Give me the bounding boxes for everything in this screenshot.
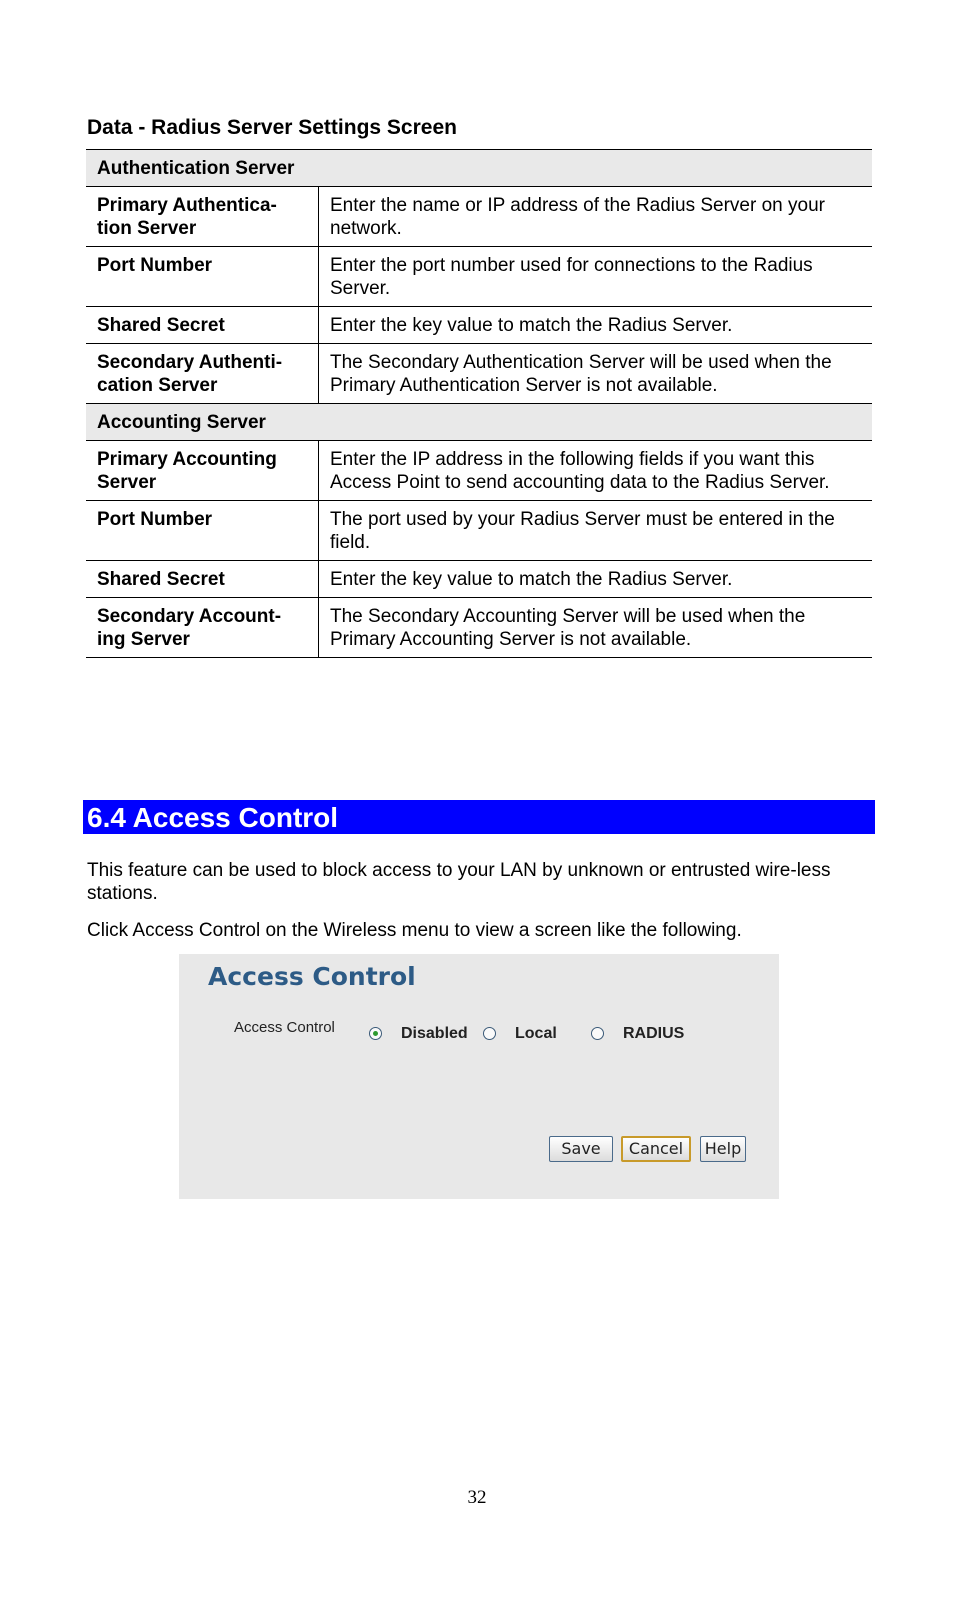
table-row (86, 307, 872, 344)
radio-disabled[interactable] (369, 1027, 382, 1040)
row-label: Port Number (86, 501, 319, 561)
instruction-paragraph: Click Access Control on the Wireless menu to view a screen like the following. (87, 920, 742, 941)
row-description: The port used by your Radius Server must be entered in the field. (319, 501, 873, 561)
row-label: Port Number (86, 247, 319, 307)
table-row (86, 598, 872, 658)
cancel-button[interactable]: Cancel (621, 1136, 691, 1162)
save-button[interactable]: Save (549, 1136, 613, 1162)
section-heading: 6.4 Access Control (83, 800, 875, 834)
row-label: Primary Accounting Server (86, 441, 319, 501)
row-label: Shared Secret (86, 307, 319, 344)
intro-paragraph: This feature can be used to block access to your LAN by unknown or entrusted wire-less stations. (87, 860, 831, 904)
row-description: Enter the key value to match the Radius Server. (319, 561, 873, 598)
screenshot-title: Access Control (208, 962, 416, 991)
table-row (86, 247, 872, 307)
row-label: Primary Authentica- tion Server (86, 187, 319, 247)
table-row (86, 441, 872, 501)
radio-local[interactable] (483, 1027, 496, 1040)
row-label: Shared Secret (86, 561, 319, 598)
table-section-header (86, 150, 872, 187)
table-row (86, 187, 872, 247)
row-label: Secondary Authenti- cation Server (86, 344, 319, 404)
access-control-screenshot (179, 954, 779, 1199)
section-title-authentication: Authentication Server (86, 150, 872, 187)
row-description: Enter the key value to match the Radius Server. (319, 307, 873, 344)
table-row (86, 344, 872, 404)
row-label: Secondary Account- ing Server (86, 598, 319, 658)
row-description: The Secondary Authentication Server will be used when the Primary Authentication Server is not available. (319, 344, 873, 404)
table-section-header (86, 404, 872, 441)
option-disabled-label: Disabled (401, 1025, 468, 1042)
row-description: Enter the port number used for connections to the Radius Server. (319, 247, 873, 307)
help-button[interactable]: Help (700, 1136, 746, 1162)
row-description: Enter the IP address in the following fields if you want this Access Point to send accounting data to the Radius Server. (319, 441, 873, 501)
access-control-label: Access Control (234, 1019, 335, 1036)
option-local-label: Local (515, 1025, 557, 1042)
page-number: 32 (467, 1487, 487, 1508)
table-caption: Data - Radius Server Settings Screen (87, 116, 457, 139)
row-description: Enter the name or IP address of the Radius Server on your network. (319, 187, 873, 247)
radius-settings-table (86, 149, 872, 658)
radio-radius[interactable] (591, 1027, 604, 1040)
table-row (86, 561, 872, 598)
section-title-accounting: Accounting Server (86, 404, 872, 441)
option-radius-label: RADIUS (623, 1025, 685, 1042)
table-row (86, 501, 872, 561)
row-description: The Secondary Accounting Server will be used when the Primary Accounting Server is not available. (319, 598, 873, 658)
